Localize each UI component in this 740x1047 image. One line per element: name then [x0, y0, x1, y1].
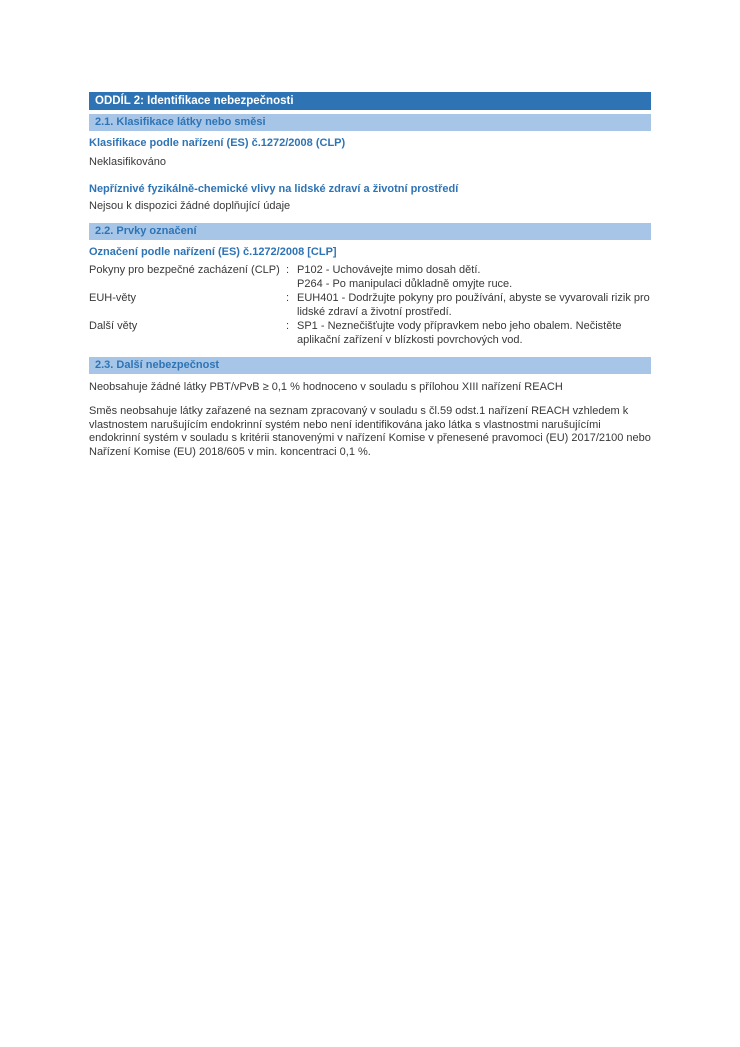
euh-statements-label: EUH-věty — [89, 292, 137, 304]
row-separator: : — [286, 320, 290, 332]
other-statements-row — [89, 319, 651, 347]
labelling-clp-heading: Označení podle nařízení (ES) č.1272/2008 [CLP] — [89, 246, 337, 258]
adverse-effects-heading: Nepříznivé fyzikálně-chemické vlivy na lidské zdraví a životní prostředí — [89, 183, 459, 195]
euh401-statement: EUH401 - Dodržujte pokyny pro používání, abyste se vyvarovali rizik pro lidské zdraví a životní prostředí. — [297, 292, 650, 318]
precautionary-statements-value — [297, 263, 651, 291]
euh-statements-row — [89, 291, 651, 319]
p102-statement: P102 - Uchovávejte mimo dosah dětí. — [297, 264, 481, 276]
classification-clp-value: Neklasifikováno — [89, 156, 167, 168]
euh-statements-value — [297, 291, 651, 319]
precautionary-statements-row — [89, 263, 651, 291]
pbt-vpvb-statement: Neobsahuje žádné látky PBT/vPvB ≥ 0,1 % hodnoceno v souladu s přílohou XIII nařízení REACH — [89, 381, 563, 393]
row-separator: : — [286, 264, 290, 276]
adverse-effects-value: Nejsou k dispozici žádné doplňující údaje — [89, 200, 291, 212]
subsection-2-1-bar: 2.1. Klasifikace látky nebo směsi — [89, 114, 651, 131]
p264-statement: P264 - Po manipulaci důkladně omyjte ruce. — [297, 278, 513, 290]
other-statements-value — [297, 319, 651, 347]
sds-section-2 — [89, 92, 651, 459]
sp1-statement: SP1 - Neznečišťujte vody přípravkem nebo jeho obalem. Nečistěte aplikační zařízení v blízkosti povrchových vod. — [297, 320, 622, 346]
other-statements-label: Další věty — [89, 320, 138, 332]
row-separator: : — [286, 292, 290, 304]
precautionary-statements-label: Pokyny pro bezpečné zacházení (CLP) — [89, 264, 280, 276]
classification-clp-heading: Klasifikace podle nařízení (ES) č.1272/2008 (CLP) — [89, 137, 346, 149]
subsection-2-2-bar: 2.2. Prvky označení — [89, 223, 651, 240]
subsection-2-3-bar: 2.3. Další nebezpečnost — [89, 357, 651, 374]
section-2-header-bar: ODDÍL 2: Identifikace nebezpečnosti — [89, 92, 651, 110]
labelling-rows — [89, 263, 651, 347]
endocrine-disruptor-statement: Směs neobsahuje látky zařazené na seznam zpracovaný v souladu s čl.59 odst.1 nařízení REACH vzhledem k vlastnostem narušujícím endokrinní systém nebo není identifikována jako látka s vlastnostmi narušujícími endokrinní systém v souladu s kritérii stanovenými v nařízení Komise v přenesené pravomoci (EU) 2017/2100 nebo Nařízení Komise (EU) 2018/605 v min. koncentraci 0,1 %. — [89, 405, 651, 458]
